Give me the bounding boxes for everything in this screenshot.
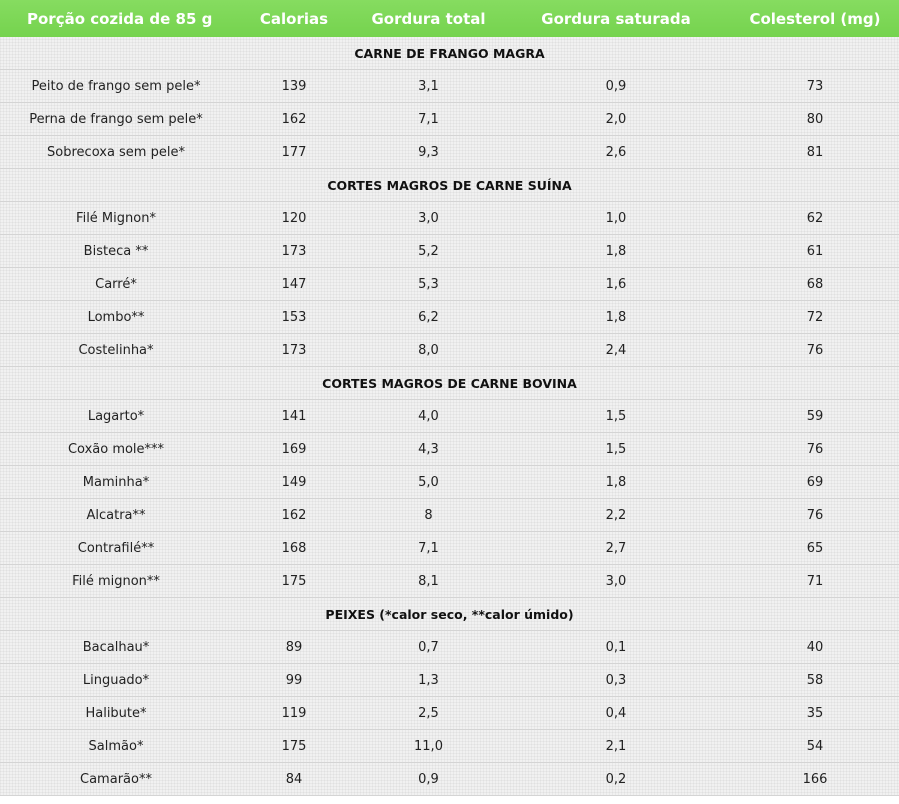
cell-calories: 99 (285, 672, 303, 688)
cell-saturated-fat: 1,0 (605, 210, 627, 226)
cell-portion: Bisteca ** (83, 243, 149, 259)
cell-saturated-fat: 2,7 (605, 540, 627, 556)
cell-total-fat: 8 (424, 507, 433, 523)
cell-calories: 173 (281, 243, 307, 259)
table-row (0, 70, 899, 103)
table-body (0, 37, 899, 796)
table-row (0, 631, 899, 664)
cell-portion: Filé Mignon* (76, 210, 156, 226)
cell-calories: 168 (281, 540, 307, 556)
cell-cholesterol: 73 (806, 78, 824, 94)
section-title: PEIXES (*calor seco, **calor úmido) (0, 598, 899, 631)
cell-saturated-fat: 0,3 (605, 672, 627, 688)
cell-saturated-fat: 1,8 (605, 309, 627, 325)
section-title: CORTES MAGROS DE CARNE SUÍNA (0, 169, 899, 202)
cell-cholesterol: 54 (806, 738, 824, 754)
table-row (0, 697, 899, 730)
table-row (0, 565, 899, 598)
cell-total-fat: 5,3 (418, 276, 439, 292)
cell-calories: 120 (281, 210, 307, 226)
cell-cholesterol: 35 (806, 705, 824, 721)
cell-portion: Lombo** (87, 309, 145, 325)
cell-calories: 141 (281, 408, 307, 424)
cell-portion: Salmão* (88, 738, 144, 754)
cell-calories: 175 (281, 738, 307, 754)
cell-calories: 173 (281, 342, 307, 358)
cell-total-fat: 7,1 (418, 111, 439, 127)
cell-calories: 177 (281, 144, 307, 160)
table-row (0, 664, 899, 697)
table-row (0, 466, 899, 499)
table-row (0, 730, 899, 763)
cell-cholesterol: 59 (806, 408, 824, 424)
header-calories: Calorias (259, 9, 329, 28)
section-title: CARNE DE FRANGO MAGRA (0, 37, 899, 70)
cell-saturated-fat: 2,1 (605, 738, 627, 754)
cell-portion: Alcatra** (86, 507, 146, 523)
cell-total-fat: 0,7 (418, 639, 439, 655)
cell-saturated-fat: 1,5 (605, 441, 627, 457)
cell-cholesterol: 62 (806, 210, 824, 226)
cell-saturated-fat: 0,9 (605, 78, 627, 94)
cell-calories: 162 (281, 111, 307, 127)
cell-calories: 84 (285, 771, 303, 787)
cell-calories: 169 (281, 441, 307, 457)
table-row (0, 334, 899, 367)
cell-cholesterol: 76 (806, 441, 824, 457)
cell-calories: 139 (281, 78, 307, 94)
cell-portion: Bacalhau* (82, 639, 150, 655)
header-portion: Porção cozida de 85 g (27, 9, 213, 28)
cell-saturated-fat: 2,2 (605, 507, 627, 523)
cell-portion: Peito de frango sem pele* (31, 78, 201, 94)
cell-cholesterol: 71 (806, 573, 824, 589)
cell-total-fat: 2,5 (418, 705, 439, 721)
header-cholesterol: Colesterol (mg) (749, 9, 881, 28)
cell-saturated-fat: 3,0 (605, 573, 627, 589)
table-row (0, 400, 899, 433)
table-row (0, 763, 899, 796)
cell-total-fat: 4,0 (418, 408, 439, 424)
cell-portion: Sobrecoxa sem pele* (47, 144, 185, 160)
cell-calories: 89 (285, 639, 303, 655)
cell-calories: 149 (281, 474, 307, 490)
cell-total-fat: 5,0 (418, 474, 439, 490)
table-row (0, 202, 899, 235)
cell-total-fat: 7,1 (418, 540, 439, 556)
cell-saturated-fat: 0,2 (605, 771, 627, 787)
cell-portion: Perna de frango sem pele* (29, 111, 203, 127)
cell-calories: 119 (281, 705, 307, 721)
cell-cholesterol: 40 (806, 639, 824, 655)
header-total-fat: Gordura total (371, 9, 486, 28)
cell-portion: Maminha* (82, 474, 150, 490)
cell-portion: Costelinha* (78, 342, 154, 358)
cell-total-fat: 8,1 (418, 573, 439, 589)
cell-cholesterol: 65 (806, 540, 824, 556)
table-row (0, 301, 899, 334)
table-row (0, 235, 899, 268)
cell-saturated-fat: 2,0 (605, 111, 627, 127)
cell-portion: Halibute* (85, 705, 147, 721)
cell-calories: 147 (281, 276, 307, 292)
cell-portion: Carré* (95, 276, 137, 292)
cell-total-fat: 9,3 (418, 144, 439, 160)
table-row (0, 103, 899, 136)
cell-total-fat: 6,2 (418, 309, 439, 325)
cell-cholesterol: 166 (802, 771, 828, 787)
cell-saturated-fat: 2,4 (605, 342, 627, 358)
cell-cholesterol: 72 (806, 309, 824, 325)
cell-portion: Coxão mole*** (67, 441, 165, 457)
cell-cholesterol: 76 (806, 507, 824, 523)
cell-total-fat: 11,0 (414, 738, 443, 754)
section-title: CORTES MAGROS DE CARNE BOVINA (0, 367, 899, 400)
cell-total-fat: 4,3 (418, 441, 439, 457)
cell-cholesterol: 68 (806, 276, 824, 292)
cell-total-fat: 5,2 (418, 243, 439, 259)
cell-cholesterol: 58 (806, 672, 824, 688)
cell-total-fat: 3,0 (418, 210, 439, 226)
table-row (0, 532, 899, 565)
cell-saturated-fat: 1,8 (605, 474, 627, 490)
header-saturated-fat: Gordura saturada (541, 9, 691, 28)
cell-saturated-fat: 1,5 (605, 408, 627, 424)
cell-cholesterol: 80 (806, 111, 824, 127)
cell-saturated-fat: 2,6 (605, 144, 627, 160)
cell-saturated-fat: 1,6 (605, 276, 627, 292)
cell-total-fat: 3,1 (418, 78, 439, 94)
cell-portion: Contrafilé** (77, 540, 155, 556)
cell-portion: Camarão** (80, 771, 152, 787)
cell-cholesterol: 69 (806, 474, 824, 490)
cell-cholesterol: 76 (806, 342, 824, 358)
table-row (0, 136, 899, 169)
cell-saturated-fat: 0,4 (605, 705, 627, 721)
cell-total-fat: 0,9 (418, 771, 439, 787)
cell-portion: Filé mignon** (72, 573, 160, 589)
cell-calories: 162 (281, 507, 307, 523)
cell-total-fat: 8,0 (418, 342, 439, 358)
table-row (0, 499, 899, 532)
table-row (0, 268, 899, 301)
cell-calories: 153 (281, 309, 307, 325)
cell-saturated-fat: 0,1 (605, 639, 627, 655)
cell-portion: Lagarto* (87, 408, 145, 424)
cell-saturated-fat: 1,8 (605, 243, 627, 259)
table-row (0, 433, 899, 466)
table-header (0, 0, 899, 37)
cell-cholesterol: 81 (806, 144, 824, 160)
cell-cholesterol: 61 (806, 243, 824, 259)
cell-portion: Linguado* (82, 672, 150, 688)
cell-total-fat: 1,3 (418, 672, 439, 688)
cell-calories: 175 (281, 573, 307, 589)
